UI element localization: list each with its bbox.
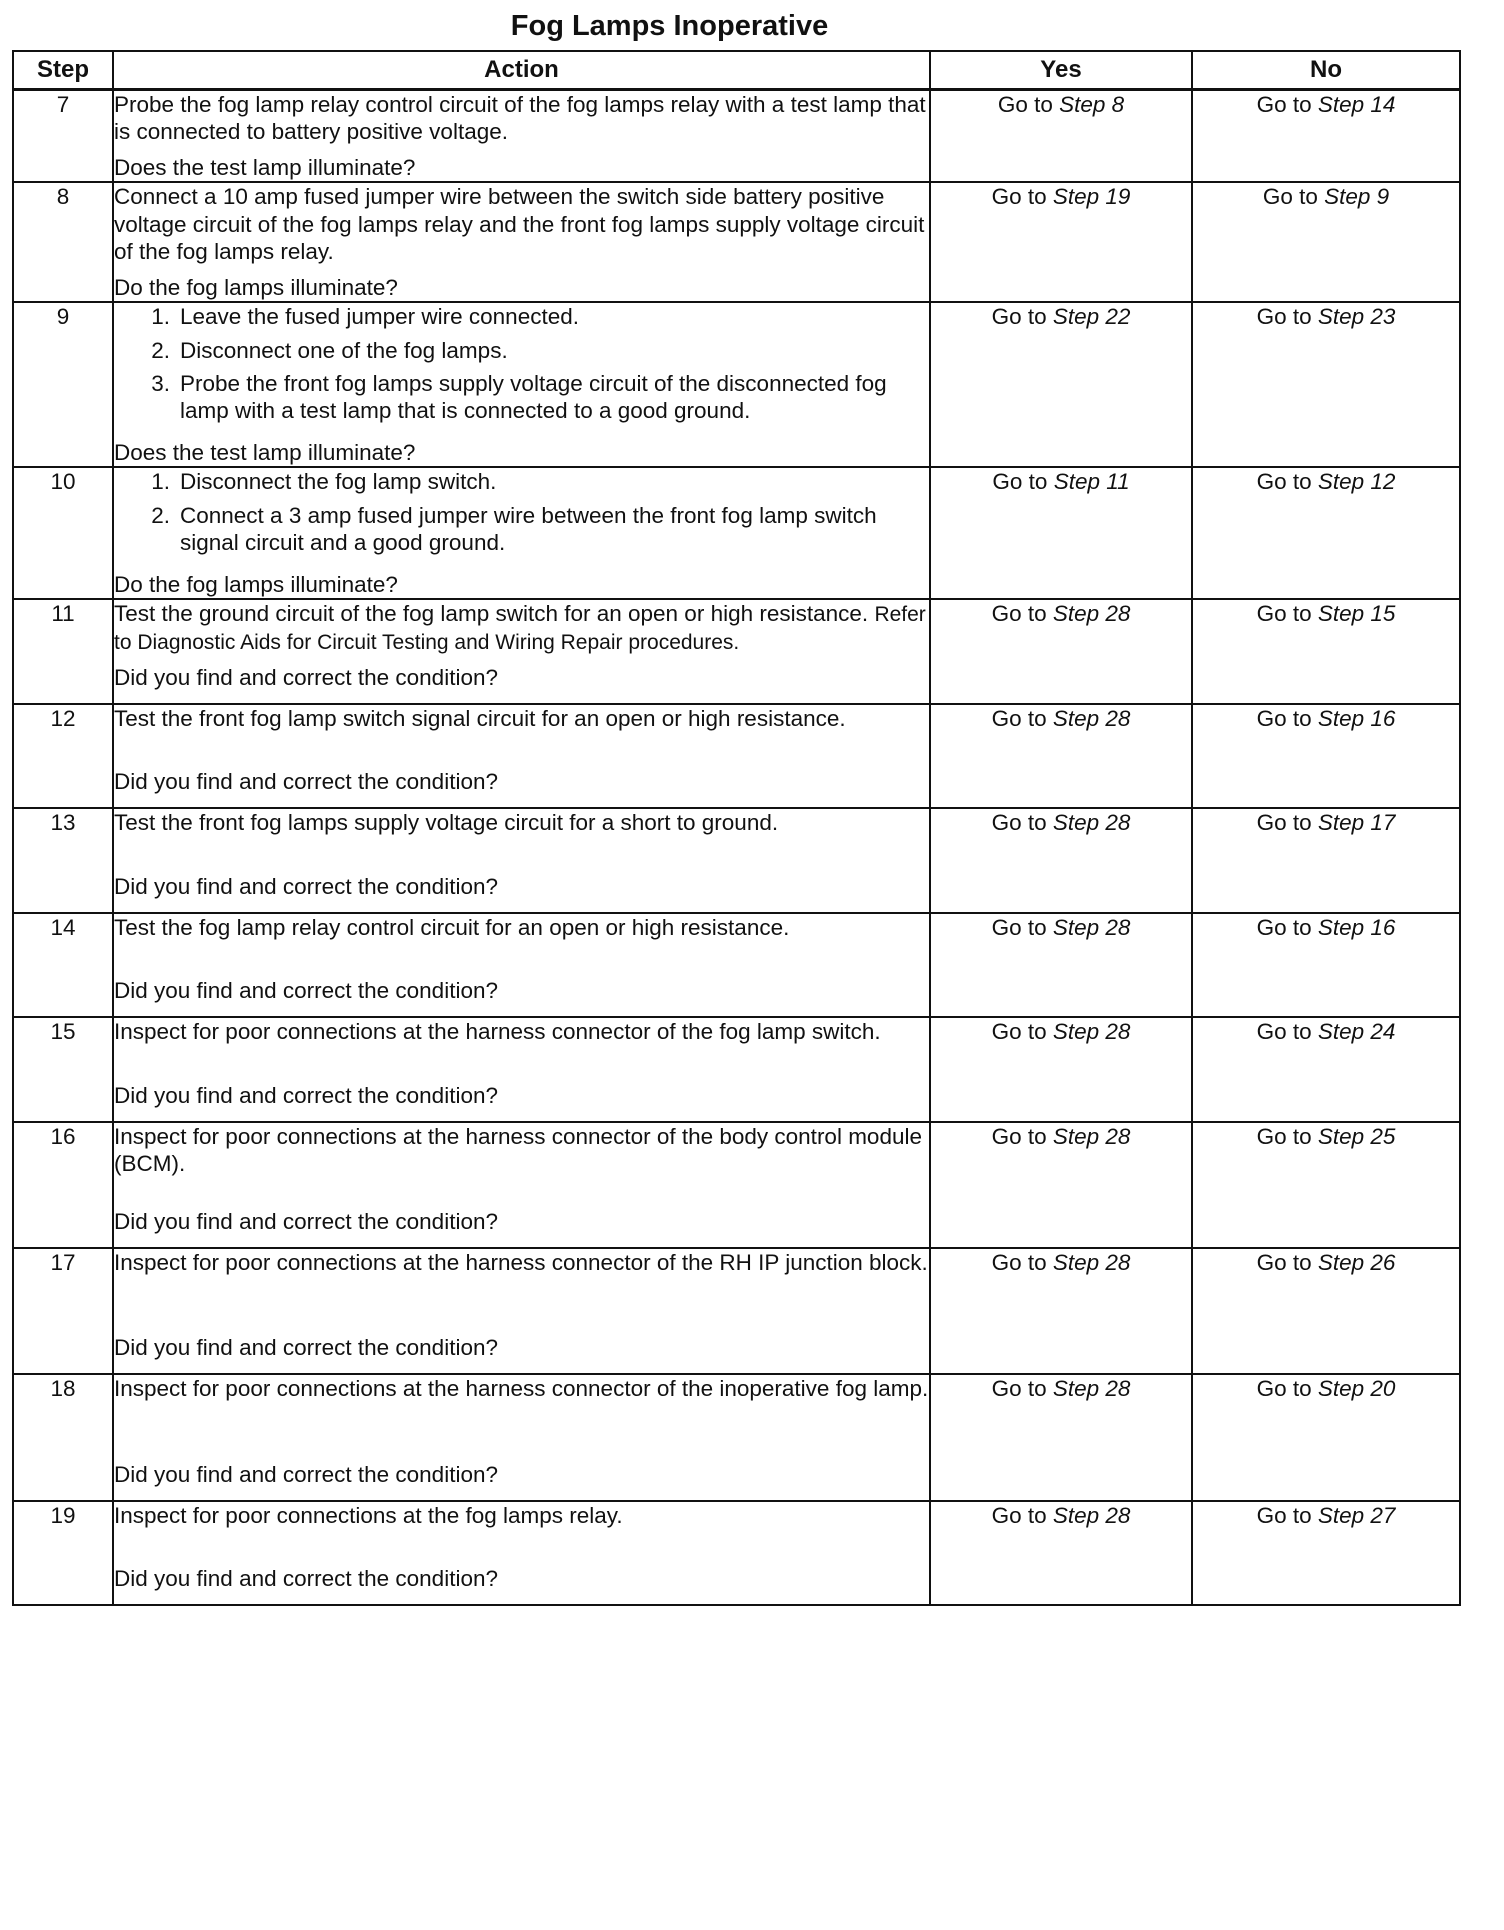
step-number: 8 — [13, 182, 113, 302]
step-number: 15 — [13, 1017, 113, 1122]
yes-result — [930, 302, 1192, 467]
step-number: 16 — [13, 1122, 113, 1248]
action-text: Inspect for poor connections at the harness connector of the body control module (BCM). — [114, 1124, 922, 1177]
action-cell — [113, 1248, 930, 1374]
action-content — [114, 914, 929, 1004]
goto-label: Go to — [1256, 1250, 1318, 1275]
goto-label: Go to — [997, 92, 1060, 117]
goto-step: Step 25 — [1317, 1124, 1396, 1149]
no-result — [1192, 90, 1460, 183]
list-number: 2. — [151, 502, 170, 528]
list-text: Disconnect one of the fog lamps. — [180, 337, 508, 363]
action-instructions — [114, 183, 929, 265]
yes-result — [930, 467, 1192, 599]
goto-label: Go to — [991, 915, 1053, 940]
action-content — [114, 600, 929, 691]
table-row — [13, 599, 1460, 704]
goto-label: Go to — [1256, 1124, 1318, 1149]
list-number: 3. — [151, 370, 170, 396]
action-question: Did you find and correct the condition? — [114, 1461, 498, 1487]
action-instructions — [114, 91, 929, 146]
goto-step: Step 24 — [1317, 1019, 1396, 1044]
action-note: Refer to Diagnostic Aids for Circuit Testing and Wiring Repair procedures. — [114, 603, 926, 654]
list-text: Probe the front fog lamps supply voltage circuit of the disconnected fog lamp with a test lamp that is connected to a good ground. — [180, 370, 887, 424]
yes-result — [930, 1501, 1192, 1605]
no-result — [1192, 1017, 1460, 1122]
header-yes: Yes — [930, 51, 1192, 90]
list-text: Connect a 3 amp fused jumper wire between the front fog lamp switch signal circuit and a good ground. — [180, 502, 877, 556]
table-row — [13, 913, 1460, 1017]
goto-label: Go to — [991, 706, 1053, 731]
goto-label: Go to — [1256, 706, 1318, 731]
action-question: Did you find and correct the condition? — [114, 1208, 498, 1234]
table-row — [13, 302, 1460, 467]
step-number: 9 — [13, 302, 113, 467]
no-result — [1192, 1122, 1460, 1248]
action-instructions — [114, 1375, 929, 1402]
goto-step: Step 16 — [1317, 915, 1396, 940]
goto-label: Go to — [1256, 915, 1318, 940]
list-item — [114, 303, 929, 330]
step-list — [114, 468, 929, 556]
goto-step: Step 28 — [1052, 1124, 1131, 1149]
action-text: Test the fog lamp relay control circuit for an open or high resistance. — [114, 915, 790, 940]
step-number: 10 — [13, 467, 113, 599]
goto-label: Go to — [1256, 469, 1318, 495]
list-item — [114, 502, 929, 557]
goto-step: Step 28 — [1052, 810, 1131, 835]
goto-label: Go to — [991, 810, 1053, 835]
goto-step: Step 28 — [1052, 1503, 1131, 1528]
yes-result — [930, 704, 1192, 808]
action-cell — [113, 913, 930, 1017]
step-number: 7 — [13, 90, 113, 183]
goto-label: Go to — [991, 1376, 1053, 1401]
action-question: Did you find and correct the condition? — [114, 977, 498, 1003]
action-content — [114, 1502, 929, 1592]
goto-label: Go to — [992, 469, 1054, 495]
action-cell — [113, 1501, 930, 1605]
no-result — [1192, 1248, 1460, 1374]
yes-result — [930, 1248, 1192, 1374]
goto-step: Step 16 — [1317, 706, 1396, 731]
table-row — [13, 704, 1460, 808]
goto-step: Step 27 — [1317, 1503, 1396, 1528]
list-text: Disconnect the fog lamp switch. — [180, 469, 497, 495]
step-list — [114, 303, 929, 425]
goto-step: Step 20 — [1317, 1376, 1396, 1401]
goto-step: Step 15 — [1317, 601, 1396, 626]
goto-label: Go to — [1256, 601, 1318, 626]
step-number: 18 — [13, 1374, 113, 1501]
step-number: 11 — [13, 599, 113, 704]
list-item — [114, 468, 929, 495]
goto-step: Step 8 — [1059, 92, 1125, 117]
action-cell — [113, 704, 930, 808]
goto-step: Step 28 — [1052, 1019, 1131, 1044]
action-content — [114, 809, 929, 900]
table-header-row — [13, 51, 1460, 90]
list-item — [114, 370, 929, 425]
goto-label: Go to — [1262, 184, 1325, 210]
action-question: Did you find and correct the condition? — [114, 1565, 498, 1591]
goto-label: Go to — [1256, 1019, 1318, 1044]
action-cell — [113, 1374, 930, 1501]
goto-label: Go to — [991, 1124, 1053, 1149]
list-number: 1. — [151, 469, 170, 495]
action-content — [114, 1249, 929, 1361]
action-instructions — [114, 1123, 929, 1178]
action-question: Did you find and correct the condition? — [114, 664, 498, 690]
goto-step: Step 28 — [1052, 1376, 1131, 1401]
goto-label: Go to — [991, 184, 1053, 210]
diagnostic-table — [12, 50, 1461, 1606]
yes-result — [930, 1122, 1192, 1248]
goto-step: Step 28 — [1052, 915, 1131, 940]
action-text: Test the ground circuit of the fog lamp switch for an open or high resistance. — [114, 601, 869, 626]
list-number: 1. — [151, 304, 170, 330]
goto-label: Go to — [991, 1250, 1053, 1275]
action-instructions — [114, 1249, 929, 1276]
action-text: Connect a 10 amp fused jumper wire between the switch side battery positive voltage circuit of the fog lamps relay and the front fog lamps supply voltage circuit of the fog lamps relay. — [114, 184, 925, 265]
table-row — [13, 1501, 1460, 1605]
list-number: 2. — [151, 337, 170, 363]
step-number: 13 — [13, 808, 113, 913]
action-instructions — [114, 303, 929, 431]
goto-label: Go to — [991, 304, 1053, 330]
action-content — [114, 1018, 929, 1109]
action-content — [114, 1375, 929, 1488]
goto-label: Go to — [1256, 810, 1318, 835]
goto-step: Step 28 — [1052, 601, 1131, 626]
action-instructions — [114, 468, 929, 562]
goto-step: Step 28 — [1052, 706, 1131, 731]
step-number: 14 — [13, 913, 113, 1017]
header-step: Step — [13, 51, 113, 90]
action-instructions — [114, 600, 929, 655]
step-number: 12 — [13, 704, 113, 808]
no-result — [1192, 182, 1460, 302]
action-content — [114, 183, 929, 301]
no-result — [1192, 302, 1460, 467]
table-row — [13, 1122, 1460, 1248]
no-result — [1192, 467, 1460, 599]
goto-step: Step 12 — [1317, 469, 1396, 495]
action-cell — [113, 182, 930, 302]
action-cell — [113, 1122, 930, 1248]
goto-step: Step 26 — [1317, 1250, 1396, 1275]
action-cell — [113, 90, 930, 183]
list-item — [114, 337, 929, 364]
action-instructions — [114, 1018, 929, 1045]
goto-step: Step 28 — [1052, 1250, 1131, 1275]
action-cell — [113, 1017, 930, 1122]
goto-label: Go to — [1256, 1503, 1318, 1528]
goto-label: Go to — [991, 601, 1053, 626]
table-row — [13, 90, 1460, 183]
action-text: Test the front fog lamps supply voltage circuit for a short to ground. — [114, 810, 779, 835]
action-cell — [113, 302, 930, 467]
yes-result — [930, 913, 1192, 1017]
action-question: Did you find and correct the condition? — [114, 873, 498, 899]
goto-label: Go to — [991, 1503, 1053, 1528]
table-row — [13, 1248, 1460, 1374]
table-row — [13, 182, 1460, 302]
goto-step: Step 17 — [1317, 810, 1396, 835]
page-title: Fog Lamps Inoperative — [510, 10, 829, 42]
yes-result — [930, 1017, 1192, 1122]
goto-step: Step 11 — [1053, 469, 1130, 495]
step-number: 19 — [13, 1501, 113, 1605]
action-content — [114, 303, 929, 466]
action-text: Test the front fog lamp switch signal circuit for an open or high resistance. — [114, 706, 846, 731]
action-text: Inspect for poor connections at the fog lamps relay. — [114, 1503, 623, 1528]
no-result — [1192, 1501, 1460, 1605]
action-content — [114, 468, 929, 598]
action-question: Did you find and correct the condition? — [114, 1334, 498, 1360]
goto-step: Step 22 — [1052, 304, 1131, 330]
step-number: 17 — [13, 1248, 113, 1374]
no-result — [1192, 704, 1460, 808]
no-result — [1192, 599, 1460, 704]
action-text: Inspect for poor connections at the harness connector of the inoperative fog lamp. — [114, 1376, 929, 1401]
goto-step: Step 14 — [1317, 92, 1396, 117]
table-row — [13, 1017, 1460, 1122]
action-content — [114, 91, 929, 181]
goto-label: Go to — [1256, 1376, 1318, 1401]
action-instructions — [114, 1502, 929, 1529]
goto-label: Go to — [991, 1019, 1053, 1044]
action-text: Probe the fog lamp relay control circuit of the fog lamps relay with a test lamp that is connected to battery positive voltage. — [114, 92, 926, 145]
action-text: Inspect for poor connections at the harness connector of the fog lamp switch. — [114, 1019, 881, 1044]
goto-label: Go to — [1256, 92, 1318, 117]
action-content — [114, 1123, 929, 1235]
no-result — [1192, 808, 1460, 913]
no-result — [1192, 1374, 1460, 1501]
table-row — [13, 808, 1460, 913]
action-question: Does the test lamp illuminate? — [114, 439, 416, 465]
action-cell — [113, 599, 930, 704]
action-question: Do the fog lamps illuminate? — [114, 274, 398, 300]
action-instructions — [114, 809, 929, 836]
no-result — [1192, 913, 1460, 1017]
yes-result — [930, 182, 1192, 302]
goto-label: Go to — [1256, 304, 1318, 330]
action-question: Do the fog lamps illuminate? — [114, 571, 398, 597]
action-instructions — [114, 705, 929, 732]
header-action: Action — [113, 51, 930, 90]
table-row — [13, 467, 1460, 599]
yes-result — [930, 599, 1192, 704]
action-text: Inspect for poor connections at the harness connector of the RH IP junction block. — [114, 1250, 928, 1275]
goto-step: Step 19 — [1052, 184, 1131, 210]
yes-result — [930, 808, 1192, 913]
header-no: No — [1192, 51, 1460, 90]
action-cell — [113, 808, 930, 913]
action-question: Does the test lamp illuminate? — [114, 154, 416, 180]
goto-step: Step 9 — [1324, 184, 1390, 210]
action-instructions — [114, 914, 929, 941]
yes-result — [930, 1374, 1192, 1501]
action-question: Did you find and correct the condition? — [114, 1082, 498, 1108]
table-row — [13, 1374, 1460, 1501]
action-cell — [113, 467, 930, 599]
action-content — [114, 705, 929, 795]
yes-result — [930, 90, 1192, 183]
action-question: Did you find and correct the condition? — [114, 768, 498, 794]
goto-step: Step 23 — [1317, 304, 1396, 330]
list-text: Leave the fused jumper wire connected. — [180, 304, 579, 330]
